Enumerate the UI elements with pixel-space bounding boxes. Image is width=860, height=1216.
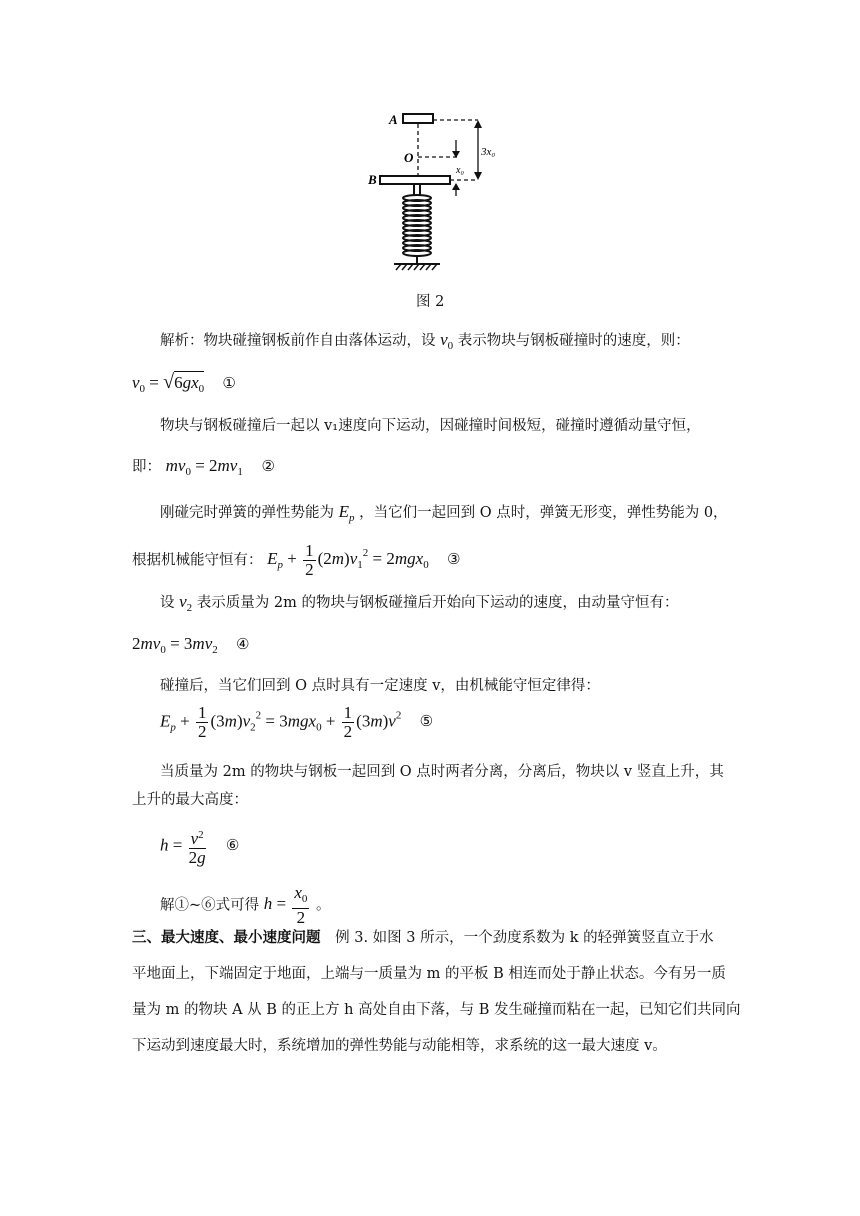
equation-5: $E_p$ + $\frac{1}{2}$ $(3m)v_2^2 = 3mgx_0$ + $\frac{1}{2}$ $(3m)v^2$ ⑤ [160, 703, 434, 741]
plate-b [380, 176, 450, 184]
section-heading: 三、最大速度、最小速度问题 例 3. 如图 3 所示，一个劲度系数为 k 的轻弹簧竖直立于水 [132, 930, 714, 946]
equation-6: h = $\frac{v^2}{2g}$ ⑥ [160, 826, 239, 867]
paragraph: 解①~⑥式可得 h = $\frac{x_0}{2}$ 。 [160, 883, 331, 927]
paragraph: 平地面上，下端固定于地面，上端与一质量为 m 的平板 B 相连而处于静止状态。今有另一质 [132, 966, 726, 982]
paragraph: 下运动到速度最大时，系统增加的弹性势能与动能相等，求系统的这一最大速度 v。 [132, 1038, 667, 1054]
equation-1: $v_0 = √6gx_0$ ① [132, 371, 236, 395]
label-x0: x₀ [456, 165, 464, 176]
paragraph: 物块与钢板碰撞后一起以 v₁速度向下运动，因碰撞时间极短，碰撞时遵循动量守恒， [160, 418, 701, 434]
label-3x0: 3x₀ [481, 146, 496, 158]
paragraph: 碰撞后，当它们回到 O 点时具有一定速度 v，由机械能守恒定律得： [160, 678, 600, 694]
plate-a [403, 114, 433, 123]
equation-2: 即： $mv_0 = 2mv_1$ ② [132, 456, 275, 478]
paragraph: 上升的最大高度： [132, 792, 248, 808]
label-o: O [404, 150, 414, 165]
paragraph: 量为 m 的物块 A 从 B 的正上方 h 高处自由下落，与 B 发生碰撞而粘在一起，已知它们共同向 [132, 1002, 741, 1018]
paragraph: 刚碰完时弹簧的弹性势能为 $E_p$ ，当它们一起回到 O 点时，弹簧无形变，弹性势能为 0， [160, 502, 728, 524]
label-b: B [368, 172, 377, 187]
equation-4: $2mv_0 = 3mv_2$ ④ [132, 634, 250, 656]
paragraph: 当质量为 2m 的物块与钢板一起回到 O 点时两者分离，分离后，物块以 v 竖直上升，其 [160, 764, 724, 780]
paragraph: 解析：物块碰撞钢板前作自由落体运动，设 $v_0$ 表示物块与钢板碰撞时的速度，则： [160, 330, 690, 352]
paragraph: 设 $v_2$ 表示质量为 2m 的物块与钢板碰撞后开始向下运动的速度，由动量守恒有： [160, 592, 679, 614]
label-a: A [389, 112, 398, 127]
spring [403, 195, 431, 256]
figure-caption: 图 2 [416, 294, 445, 310]
equation-3: 根据机械能守恒有： $E_p$ + $\frac{1}{2}$ $(2m)v_1^2 = 2mgx_0$ ③ [132, 541, 461, 579]
